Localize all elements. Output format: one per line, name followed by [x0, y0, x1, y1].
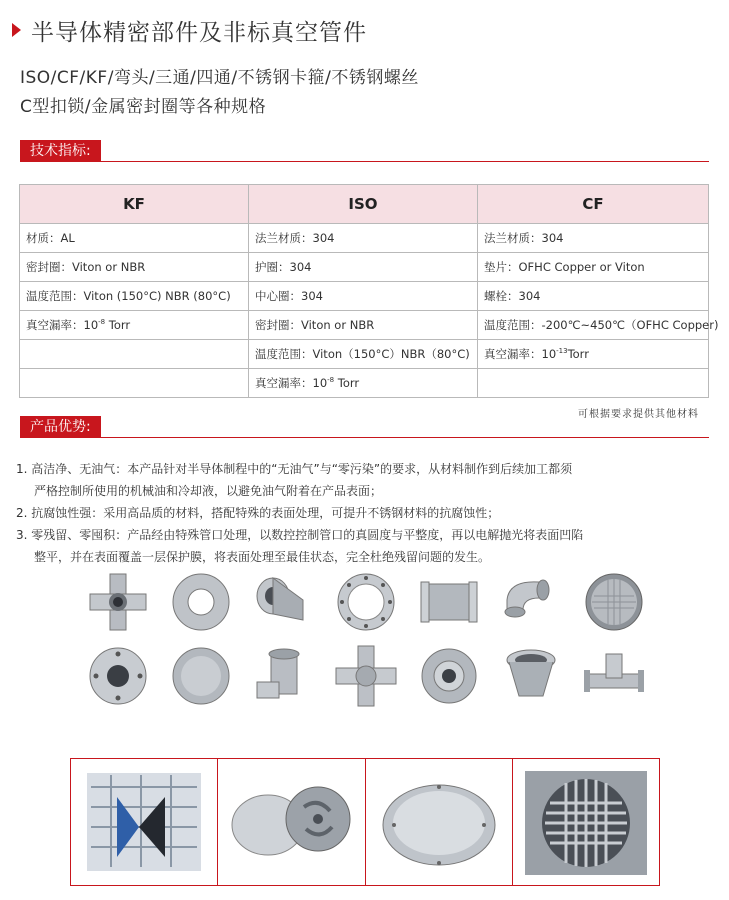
- gallery-row-1: [86, 570, 646, 634]
- advantage-item-3-cont: 整平，并在表面覆盖一层保护膜，将表面处理至最佳状态，完全杜绝残留问题的发生。: [34, 550, 491, 564]
- iso-leak-base: 10: [312, 376, 328, 390]
- reducer-nipple-image: [251, 570, 315, 634]
- table-cell: 护圈：304: [249, 253, 478, 282]
- advantages-divider: [20, 437, 709, 438]
- table-cell: [478, 369, 709, 398]
- intro-line-2: C型扣锁/金属密封圈等各种规格: [20, 97, 267, 117]
- blank-disc-image: [169, 644, 233, 708]
- tee-adapter-image: [251, 644, 315, 708]
- cf-flange-image: [86, 644, 150, 708]
- cf-leak-label: 真空漏率：10: [484, 347, 557, 361]
- advantage-item-3: 3. 零残留、零囤积：产品经由特殊管口处理，以数控控制管口的真圆度与平整度，再以电解抛光将表面凹陷: [16, 528, 584, 542]
- table-cell: [20, 340, 249, 369]
- title-row: [12, 12, 367, 48]
- material-note: 可根据要求提供其他材料: [578, 409, 699, 420]
- conical-reducer-image: [499, 644, 563, 708]
- table-row: [20, 340, 709, 369]
- table-row: [20, 224, 709, 253]
- photo-grid-plate: [513, 759, 659, 885]
- table-row: [20, 282, 709, 311]
- bolted-flange-image: [334, 570, 398, 634]
- specs-header-row: [20, 185, 709, 224]
- table-cell: 垫片：OFHC Copper or Viton: [478, 253, 709, 282]
- advantages-section-tab: 产品优势:: [20, 416, 101, 438]
- photo-discs: [218, 759, 365, 885]
- cf-leak-unit: Torr: [567, 347, 589, 361]
- page-title: 半导体精密部件及非标真空管件: [31, 19, 367, 46]
- iso-leak-exp: -8: [327, 376, 335, 385]
- cf-leak-exp: -13: [556, 347, 568, 356]
- iso-leak-unit: Torr: [334, 376, 360, 390]
- multi-port-cross-image: [334, 644, 398, 708]
- table-cell: 中心圈：304: [249, 282, 478, 311]
- advantage-item-2: 2. 抗腐蚀性强：采用高品质的材料，搭配特殊的表面处理，可提升不锈钢材料的抗腐蚀性；: [16, 506, 500, 520]
- intro-text: [20, 64, 419, 122]
- photo-slotted-plate: [71, 759, 218, 885]
- table-cell: 法兰材质：304: [249, 224, 478, 253]
- table-cell: 螺栓：304: [478, 282, 709, 311]
- table-row: [20, 311, 709, 340]
- table-cell: 法兰材质：304: [478, 224, 709, 253]
- table-cell: [20, 311, 249, 340]
- kf-leak-label: 真空漏率：: [26, 318, 84, 332]
- cross-fitting-image: [86, 570, 150, 634]
- specs-section-tab: 技术指标:: [20, 140, 101, 162]
- intro-line-1: ISO/CF/KF/弯头/三通/四通/不锈钢卡箍/不锈钢螺丝: [20, 68, 419, 88]
- specs-table: [19, 184, 719, 398]
- advantages-list: [16, 458, 716, 568]
- header-cf: CF: [478, 185, 709, 224]
- tee-pipe-image: [582, 644, 646, 708]
- advantage-item-1-cont: 严格控制所使用的机械油和冷却液，以避免油气附着在产品表面；: [34, 484, 383, 498]
- table-cell: 温度范围：-200℃~450℃（OFHC Copper): [478, 311, 709, 340]
- table-cell: [20, 369, 249, 398]
- flanged-spool-image: [417, 570, 481, 634]
- header-iso: ISO: [249, 185, 478, 224]
- product-gallery: [86, 570, 646, 718]
- kf-leak-base: 10: [83, 318, 99, 332]
- specs-divider: [20, 161, 709, 162]
- iso-leak-label: 真空漏率：: [255, 376, 313, 390]
- mesh-disc-image: [582, 570, 646, 634]
- advantage-item-1: 1. 高洁净、无油气：本产品针对半导体制程中的“无油气”与“零污染”的要求，从材料制作到后续加工都须: [16, 462, 573, 476]
- square-flange-image: [417, 644, 481, 708]
- table-cell: [478, 340, 709, 369]
- table-cell: 密封圈：Viton or NBR: [20, 253, 249, 282]
- photo-strip: [70, 758, 660, 886]
- table-cell: 温度范围：Viton（150°C）NBR（80°C): [249, 340, 478, 369]
- kf-leak-exp: -8: [98, 318, 106, 327]
- kf-leak-unit: Torr: [105, 318, 131, 332]
- elbow-fitting-image: [499, 570, 563, 634]
- table-cell: 材质：AL: [20, 224, 249, 253]
- table-row: [20, 253, 709, 282]
- header-kf: KF: [20, 185, 249, 224]
- table-cell: 温度范围：Viton (150°C) NBR (80°C): [20, 282, 249, 311]
- table-cell: [249, 369, 478, 398]
- table-row: [20, 369, 709, 398]
- blank-flange-ring-image: [169, 570, 233, 634]
- table-cell: 密封圈：Viton or NBR: [249, 311, 478, 340]
- photo-ring-plate: [366, 759, 513, 885]
- gallery-row-2: [86, 644, 646, 708]
- title-marker-icon: [12, 23, 21, 37]
